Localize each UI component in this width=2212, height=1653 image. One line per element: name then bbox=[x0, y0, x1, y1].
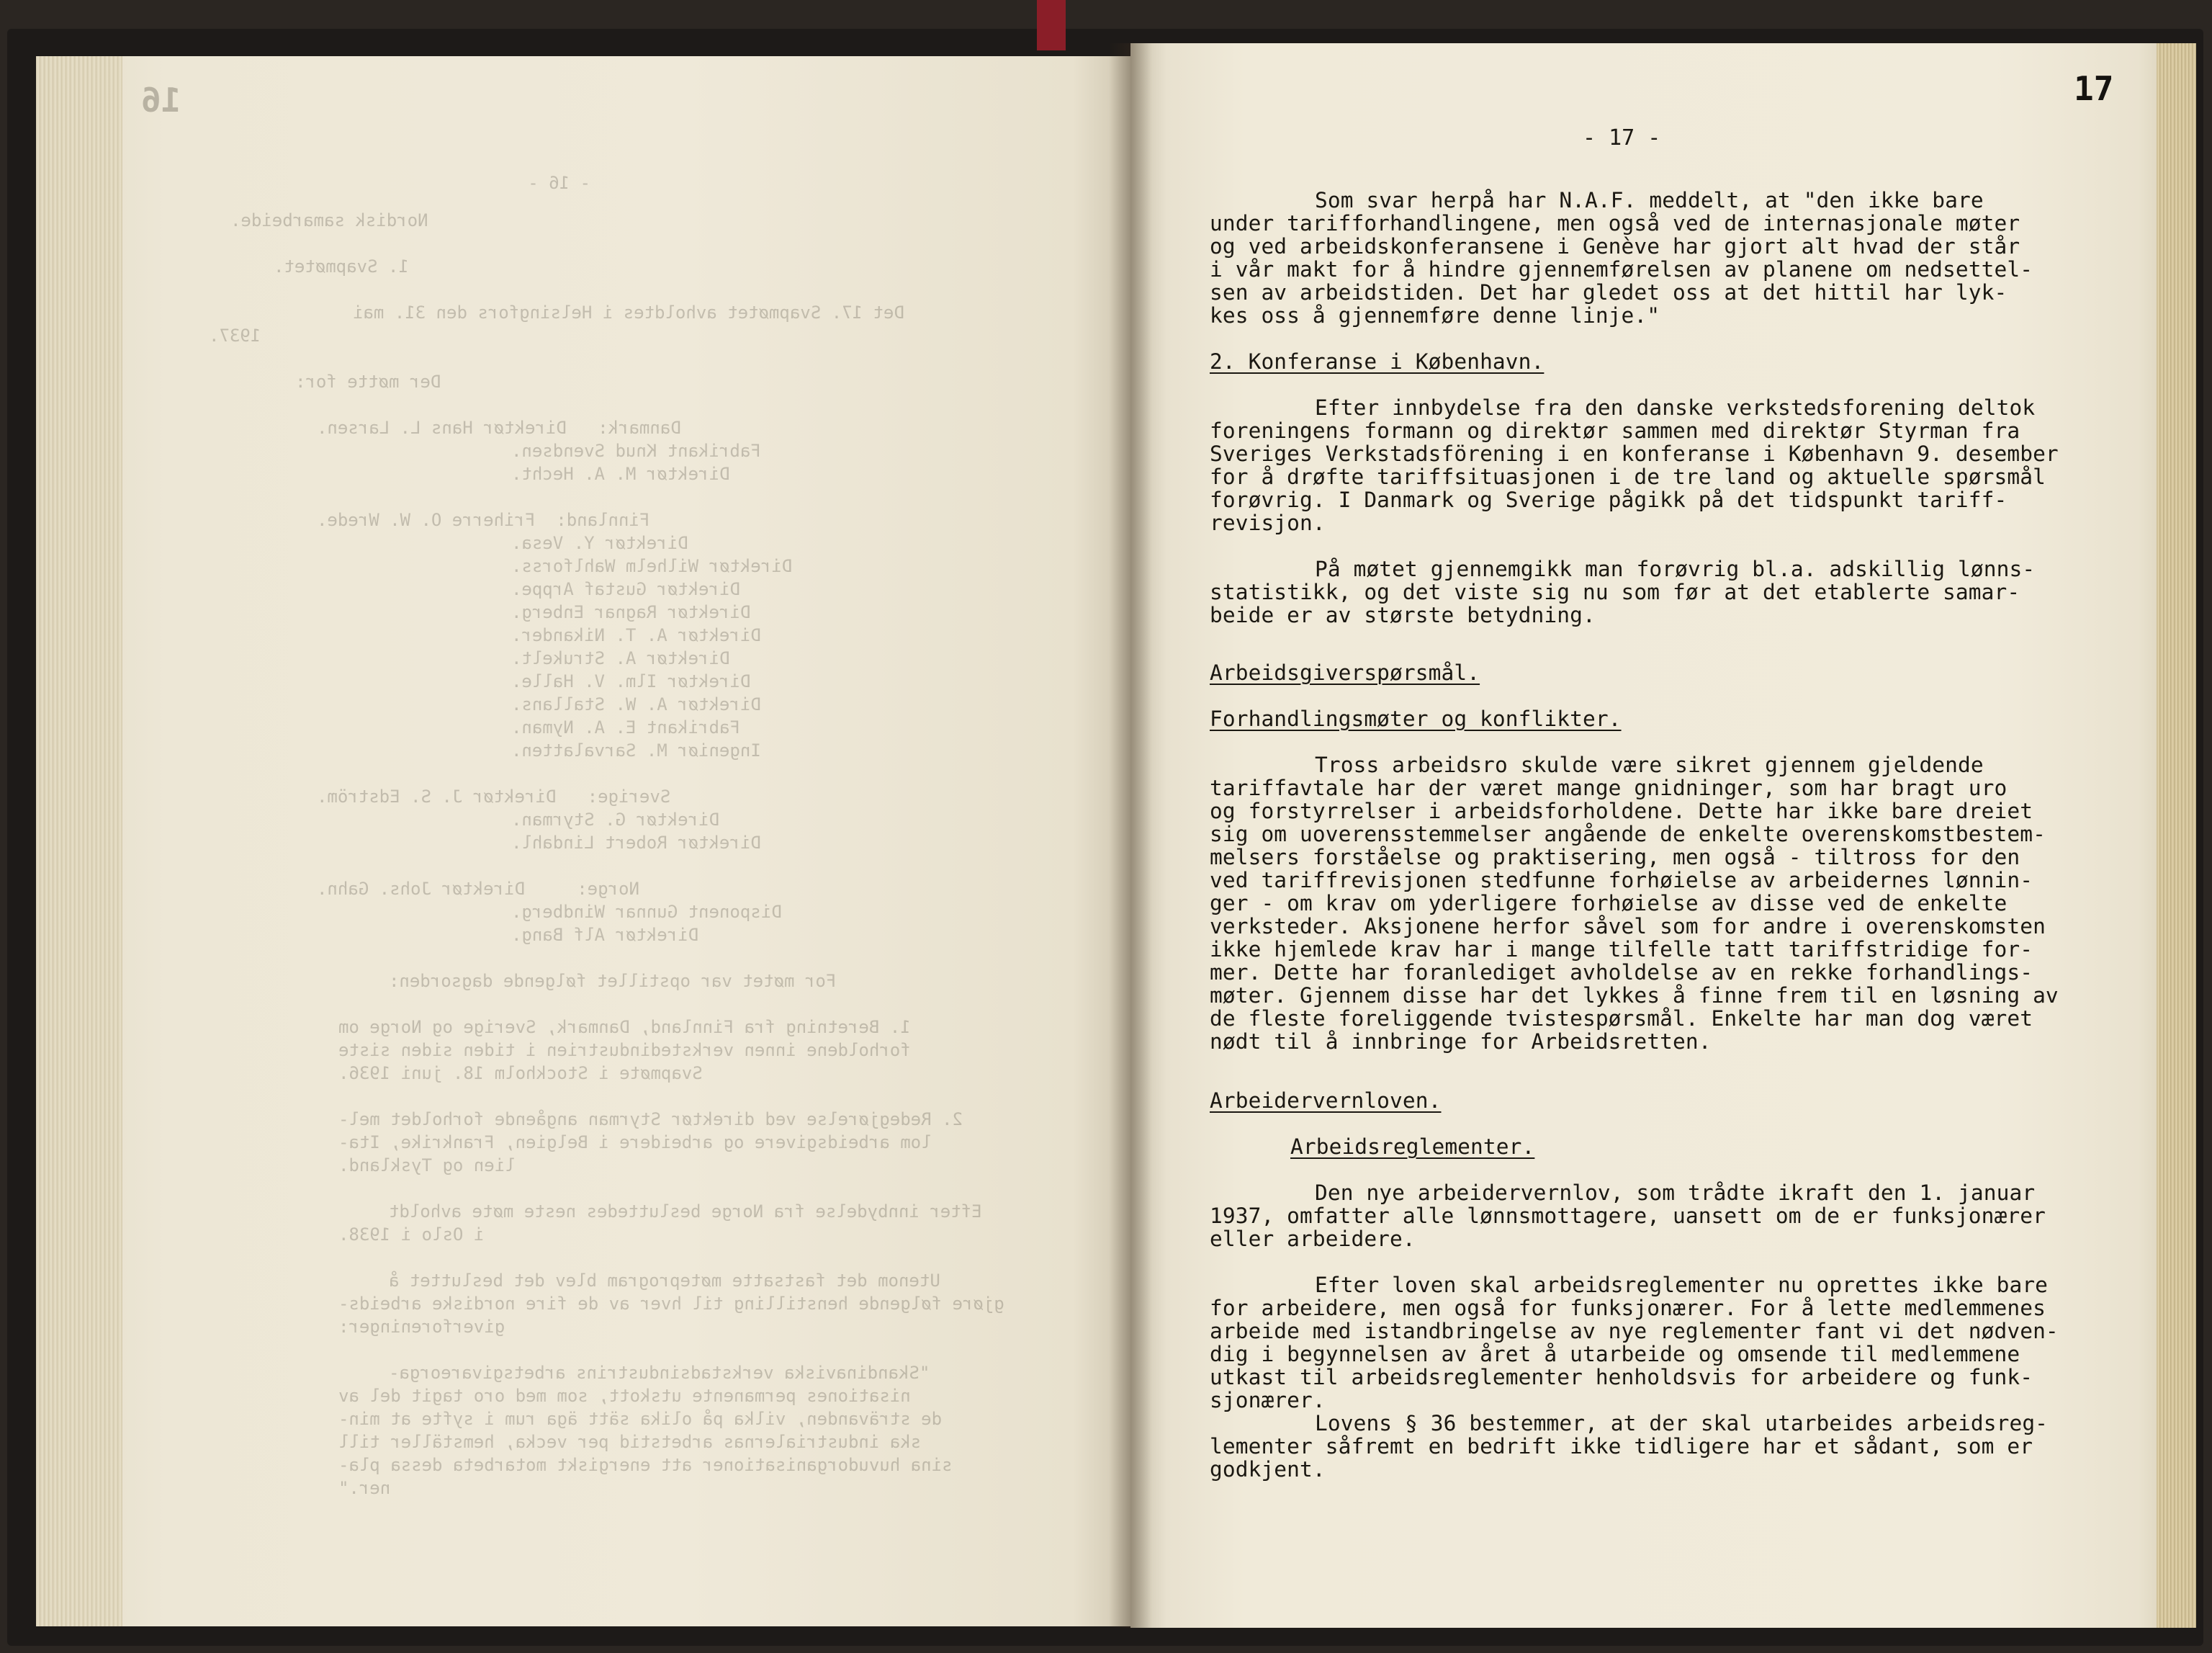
left-text-line: Direktør Ragnar Enberg. bbox=[511, 602, 751, 622]
section-heading-reglementer: Arbeidsreglementer. bbox=[1290, 1134, 1535, 1159]
left-text-line: giverforeninger: bbox=[338, 1317, 505, 1337]
left-text-line: 1. Beretning fra Finnland, Danmark, Sverige og Norge om bbox=[338, 1017, 911, 1037]
text-line: under tarifforhandlingene, men også ved de internasjonale møter bbox=[1210, 211, 2020, 236]
left-text-line: gjøre følgende henstilling til hver av de fire nordiske arbeids- bbox=[338, 1294, 1004, 1314]
text-line: forøvrig. I Danmark og Sverige pågikk på det tidspunkt tariff- bbox=[1210, 488, 2008, 512]
text-line: lementer såfremt en bedrift ikke tidligere har et sådant, som er bbox=[1210, 1434, 2033, 1459]
left-text-line: Norge: Direktør Johs. Gahn. bbox=[317, 879, 639, 899]
section-heading-vernloven: Arbeidervernloven. bbox=[1210, 1088, 1442, 1113]
left-text-line: Utenom det fastsatte møteprogram blev det besluttet å bbox=[389, 1271, 940, 1291]
left-text-line: For møtet var opstillet følgende dagsorden: bbox=[389, 971, 837, 991]
text-line: tariffavtale har der været mange gnidninger, som har bragt uro bbox=[1210, 776, 2008, 800]
left-text-line: 2. Redegjørelse ved direktør Styrman angående forholdet mel- bbox=[338, 1109, 963, 1129]
text-line: Lovens § 36 bestemmer, at der skal utarbeides arbeidsreg- bbox=[1315, 1411, 2049, 1435]
left-text-line: 1937. bbox=[209, 326, 261, 346]
text-line: Tross arbeidsro skulde være sikret gjennem gjeldende bbox=[1315, 753, 1984, 777]
text-line: verksteder. Aksjonene herfor såvel som for andre i overenskomsten bbox=[1210, 914, 2046, 939]
left-text-line: Direktør Wilhelm Wahlforss. bbox=[511, 556, 793, 576]
left-text-line: "Skandinaviska verkstadsindustrins arbetsgivareorga- bbox=[389, 1363, 930, 1383]
book-gutter bbox=[1109, 43, 1152, 1628]
text-line: de fleste foreliggende tvistespørsmål. Enkelte har man dog været bbox=[1210, 1006, 2033, 1031]
text-line: sig om uoverensstemmelser angående de enkelte overenskomstbestem- bbox=[1210, 822, 2046, 846]
text-line: Den nye arbeidervernlov, som trådte ikraft den 1. januar bbox=[1315, 1181, 2036, 1205]
section-heading-forhandling: Forhandlingsmøter og konflikter. bbox=[1210, 707, 1622, 731]
left-text-line: sina huvudorganisationer att energiskt motarbeta dessa pla- bbox=[338, 1455, 953, 1475]
left-text-line: Direktør G. Styrman. bbox=[511, 810, 719, 830]
left-text-line: Direktør Alf Bang. bbox=[511, 925, 699, 945]
right-page-header: - 17 - bbox=[1583, 125, 1661, 151]
left-text-line: de strävanden, vilka på olika sätt äga rum i syfte at min- bbox=[338, 1409, 943, 1429]
text-line: statistikk, og det viste sig nu som før at det etablerte samar- bbox=[1210, 580, 2020, 604]
left-text-line: Fabrikant Knud Svendsen. bbox=[511, 441, 761, 461]
left-text-line: Direktør Robert Lindahl. bbox=[511, 833, 761, 853]
left-text-line: 1. Svapmøtet. bbox=[274, 256, 409, 277]
text-line: Som svar herpå har N.A.F. meddelt, at "den ikke bare bbox=[1315, 188, 1984, 212]
text-line: godkjent. bbox=[1210, 1457, 1326, 1482]
left-text-line: Sverige: Direktør J. S. Edström. bbox=[317, 787, 671, 807]
text-line: og forstyrrelser i arbeidsforholdene. Dette har ikke bare dreiet bbox=[1210, 799, 2033, 823]
left-page-header: - 16 - bbox=[528, 173, 590, 193]
text-line: dig i begynnelsen av året å utarbeide og omsende til medlemmene bbox=[1210, 1342, 2020, 1366]
text-line: sen av arbeidstiden. Det har gledet oss at det hittil har lyk- bbox=[1210, 280, 2008, 305]
text-line: i vår makt for å hindre gjennemførelsen av planene om nedsettel- bbox=[1210, 257, 2033, 282]
bookmark-ribbon bbox=[1037, 0, 1066, 50]
left-page-text bbox=[122, 56, 1116, 1605]
text-line: eller arbeidere. bbox=[1210, 1227, 1416, 1251]
text-line: ikke hjemlede krav har i mange tilfelle tatt tariffstridige for- bbox=[1210, 937, 2033, 962]
left-page-edges bbox=[36, 56, 122, 1626]
text-line: 1937, omfatter alle lønnsmottagere, uansett om de er funksjonærer bbox=[1210, 1204, 2046, 1228]
left-text-line: Finnland: Friherre O. W. Wrede. bbox=[317, 510, 650, 530]
left-text-line: Svapmøte i Stockholm 18. juni 1936. bbox=[338, 1063, 703, 1083]
text-line: Efter loven skal arbeidsreglementer nu oprettes ikke bare bbox=[1315, 1273, 2049, 1297]
text-line: På møtet gjennemgikk man forøvrig bl.a. adskillig lønns- bbox=[1315, 557, 2036, 581]
text-line: beide er av største betydning. bbox=[1210, 603, 1596, 627]
left-text-line: Der møtte for: bbox=[295, 372, 441, 392]
text-line: foreningens formann og direktør sammen med direktør Styrman fra bbox=[1210, 418, 2020, 443]
left-text-line: Direktør A. Strukelt. bbox=[511, 648, 730, 668]
text-line: kes oss å gjennemføre denne linje." bbox=[1210, 303, 1660, 328]
left-text-line: i Oslo i 1938. bbox=[338, 1224, 485, 1245]
left-text-line: lien og Tyskland. bbox=[338, 1155, 516, 1175]
left-text-line: Direktør A. W. Stallans. bbox=[511, 694, 761, 714]
left-text-line: Danmark: Direktør Hans L. Larsen. bbox=[317, 418, 681, 438]
left-text-line: Direktør M. A. Hecht. bbox=[511, 464, 730, 484]
left-text-line: Direktør Y. Vesa. bbox=[511, 533, 688, 553]
text-line: Efter innbydelse fra den danske verkstedsforening deltok bbox=[1315, 395, 2036, 420]
text-line: ger - om krav om yderligere forhøielse av disse ved de enkelte bbox=[1210, 891, 2008, 915]
section-heading-arbeidsgiver: Arbeidsgiverspørsmål. bbox=[1210, 660, 1480, 685]
text-line: Sveriges Verkstadsförening i en konferanse i København 9. desember bbox=[1210, 442, 2059, 466]
left-text-line: ner." bbox=[338, 1478, 391, 1498]
text-line: melsers forståelse og praktisering, men også - tiltross for den bbox=[1210, 845, 2020, 869]
section-heading-konferanse: 2. Konferanse i København. bbox=[1210, 349, 1545, 374]
right-corner-page-number: 17 bbox=[2074, 69, 2114, 108]
left-text-line: Direktør Ilm. V. Halle. bbox=[511, 671, 751, 691]
left-text-line: Fabrikant E. A. Nyman. bbox=[511, 717, 740, 738]
left-text-line: Direktør A. T. Nikander. bbox=[511, 625, 761, 645]
text-line: nødt til å innbringe for Arbeidsretten. bbox=[1210, 1029, 1712, 1054]
text-line: og ved arbeidskonferansene i Genève har gjort alt hvad der står bbox=[1210, 234, 2020, 259]
text-line: for å drøfte tariffsituasjonen i de tre land og aktuelle spørsmål bbox=[1210, 465, 2046, 489]
text-line: for arbeidere, men også for funksjonærer. For å lette medlemmenes bbox=[1210, 1296, 2046, 1320]
text-line: utkast til arbeidsreglementer henholdsvis for arbeidere og funk- bbox=[1210, 1365, 2033, 1389]
text-line: revisjon. bbox=[1210, 511, 1326, 535]
text-line: ved tariffrevisjonen stedfunne forhøielse av arbeidernes lønnin- bbox=[1210, 868, 2033, 892]
left-text-line: lom arbeidsgivere og arbeidere i Belgien, Frankrike, Ita- bbox=[338, 1132, 932, 1152]
left-text-line: Direktør Gustaf Arppe. bbox=[511, 579, 740, 599]
text-line: arbeide med istandbringelse av nye reglementer fant vi det nødven- bbox=[1210, 1319, 2059, 1343]
left-text-line: ska industrialernas arbetstid per vecka, hemställer till bbox=[338, 1432, 922, 1452]
right-page-edges bbox=[2157, 43, 2196, 1628]
text-line: sjonærer. bbox=[1210, 1388, 1326, 1412]
left-text-line: forholdene innen verkstedindustrien i tiden siden siste bbox=[338, 1040, 911, 1060]
left-text-line: Nordisk samarbeide. bbox=[230, 210, 428, 230]
left-corner-page-number: 16 bbox=[141, 81, 181, 120]
left-text-line: Ingeniør M. Sarvalatten. bbox=[511, 740, 761, 761]
left-text-line: nisationes permanente utskott, som med oro tagit del av bbox=[338, 1386, 911, 1406]
left-text-line: Efter innbydelse fra Norge besluttedes neste møte avholdt bbox=[389, 1201, 982, 1222]
left-text-line: Det 17. Svapmøtet avholdtes i Helsingfors den 31. mai bbox=[353, 303, 904, 323]
left-text-line: Disponent Gunnar Windberg. bbox=[511, 902, 782, 922]
text-line: møter. Gjennem disse har det lykkes å finne frem til en løsning av bbox=[1210, 983, 2059, 1008]
text-line: mer. Dette har foranlediget avholdelse av en rekke forhandlings- bbox=[1210, 960, 2033, 985]
